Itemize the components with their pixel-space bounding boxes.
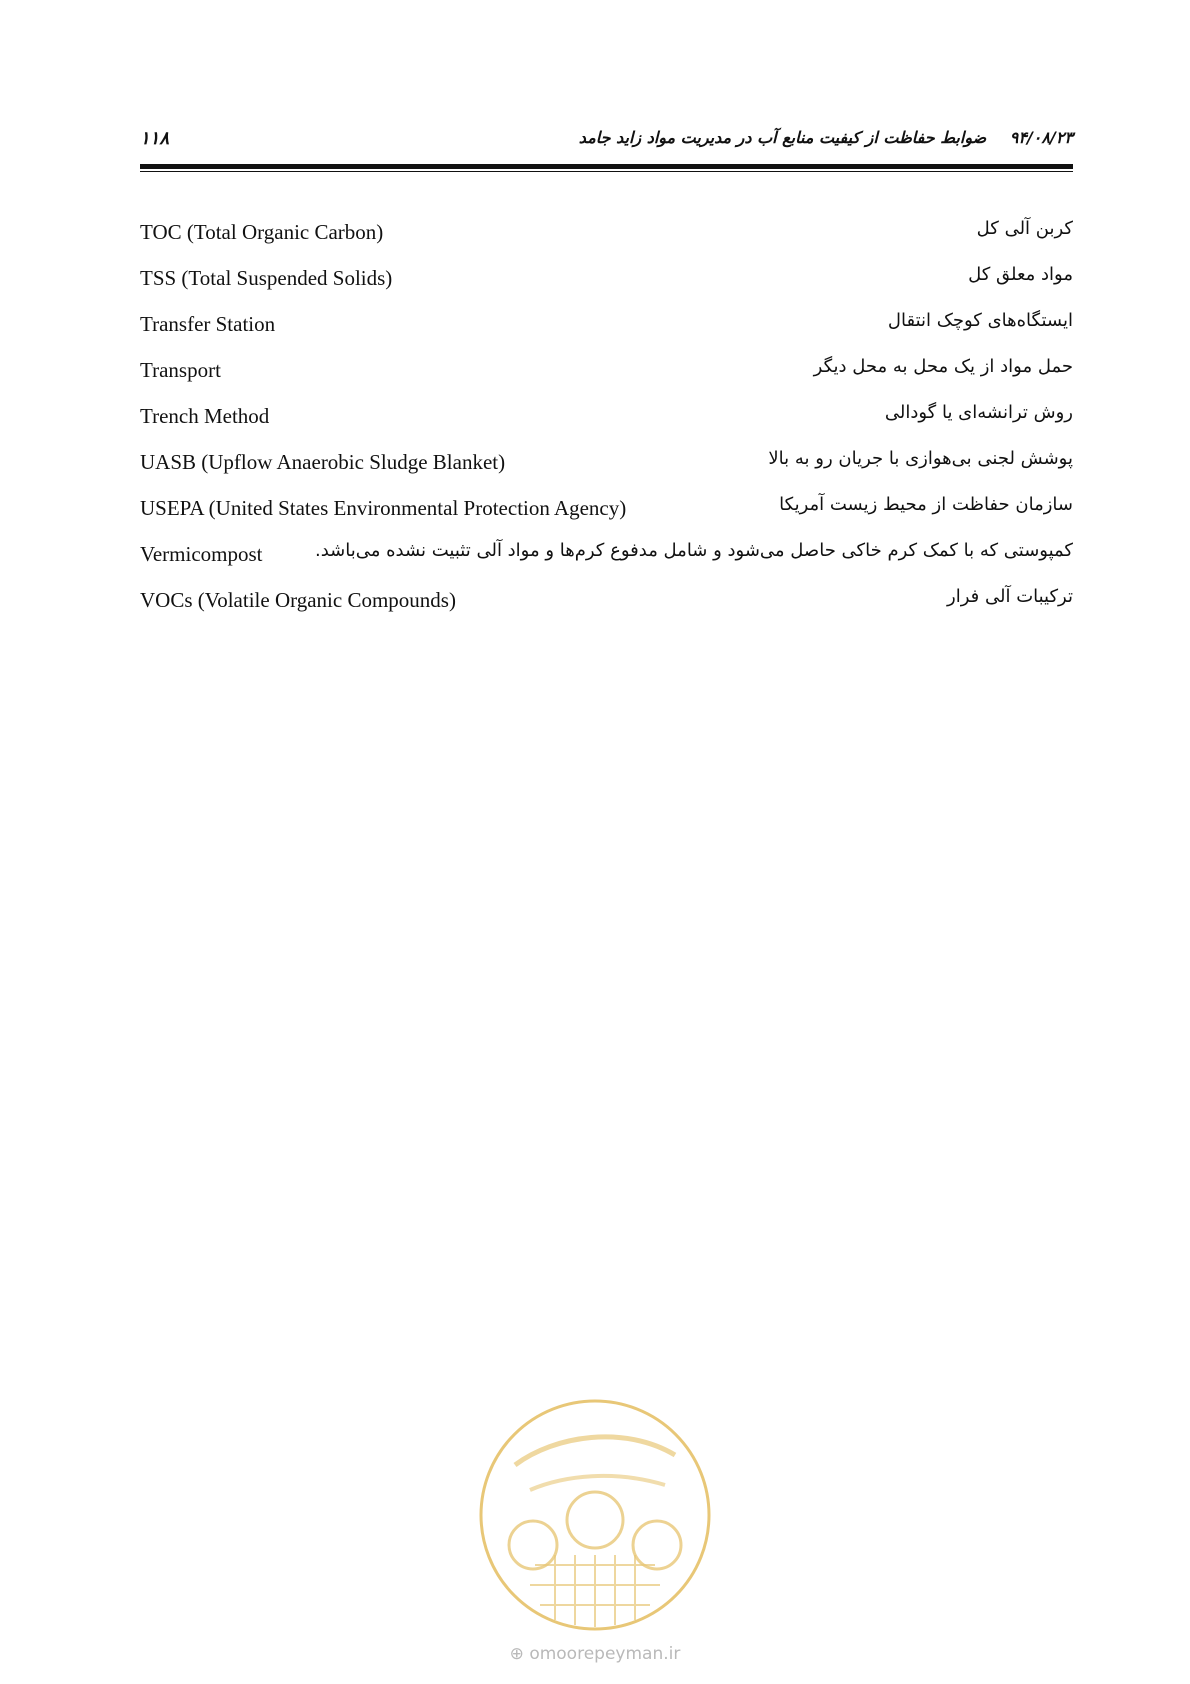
term-persian: ایستگاه‌های کوچک انتقال — [887, 310, 1073, 331]
term-english: UASB (Upflow Anaerobic Sludge Blanket) — [140, 450, 506, 474]
glossary-row — [140, 396, 1073, 442]
term-english: TOC (Total Organic Carbon) — [140, 220, 384, 244]
term-persian: روش ترانشه‌ای یا گودالی — [884, 402, 1073, 423]
term-persian: مواد معلق کل — [968, 264, 1073, 285]
header-date: ۹۴/۰۸/۲۳ — [1009, 128, 1073, 147]
glossary-row — [140, 442, 1073, 488]
header-title: ضوابط حفاظت از کیفیت منابع آب در مدیریت مواد زاید جامد — [578, 128, 987, 147]
page-header — [140, 124, 1073, 154]
header-rule-thin — [140, 171, 1073, 172]
glossary-row — [140, 350, 1073, 396]
glossary-row — [140, 534, 1073, 580]
term-english: Transport — [140, 358, 221, 382]
term-persian: کمپوستی که با کمک کرم خاکی حاصل می‌شود و شامل مدفوع کرم‌ها و مواد آلی تثبیت نشده می‌باشد. — [314, 540, 1073, 561]
page-number: ۱۱۸ — [140, 128, 170, 149]
term-persian: حمل مواد از یک محل به محل دیگر — [813, 356, 1073, 377]
glossary-row — [140, 258, 1073, 304]
glossary-row — [140, 580, 1073, 626]
watermark-seal-icon — [475, 1395, 715, 1635]
glossary-row — [140, 488, 1073, 534]
running-title — [579, 128, 1073, 147]
term-english: Vermicompost — [140, 542, 263, 566]
term-english: VOCs (Volatile Organic Compounds) — [140, 588, 456, 612]
term-english: TSS (Total Suspended Solids) — [140, 266, 393, 290]
term-english: Trench Method — [140, 404, 270, 428]
header-rule-thick — [140, 164, 1073, 169]
term-english: Transfer Station — [140, 312, 276, 336]
term-persian: کربن آلی کل — [976, 218, 1073, 239]
glossary-row — [140, 212, 1073, 258]
watermark-url: ⊕ omoorepeyman.ir — [509, 1644, 681, 1664]
term-persian: سازمان حفاظت از محیط زیست آمریکا — [779, 494, 1073, 515]
term-persian: پوشش لجنی بی‌هوازی با جریان رو به بالا — [768, 448, 1073, 469]
globe-icon: ⊕ — [509, 1644, 524, 1664]
term-persian: ترکیبات آلی فرار — [947, 586, 1073, 607]
glossary-list — [140, 212, 1073, 626]
term-english: USEPA (United States Environmental Protection Agency) — [140, 496, 627, 520]
glossary-row — [140, 304, 1073, 350]
